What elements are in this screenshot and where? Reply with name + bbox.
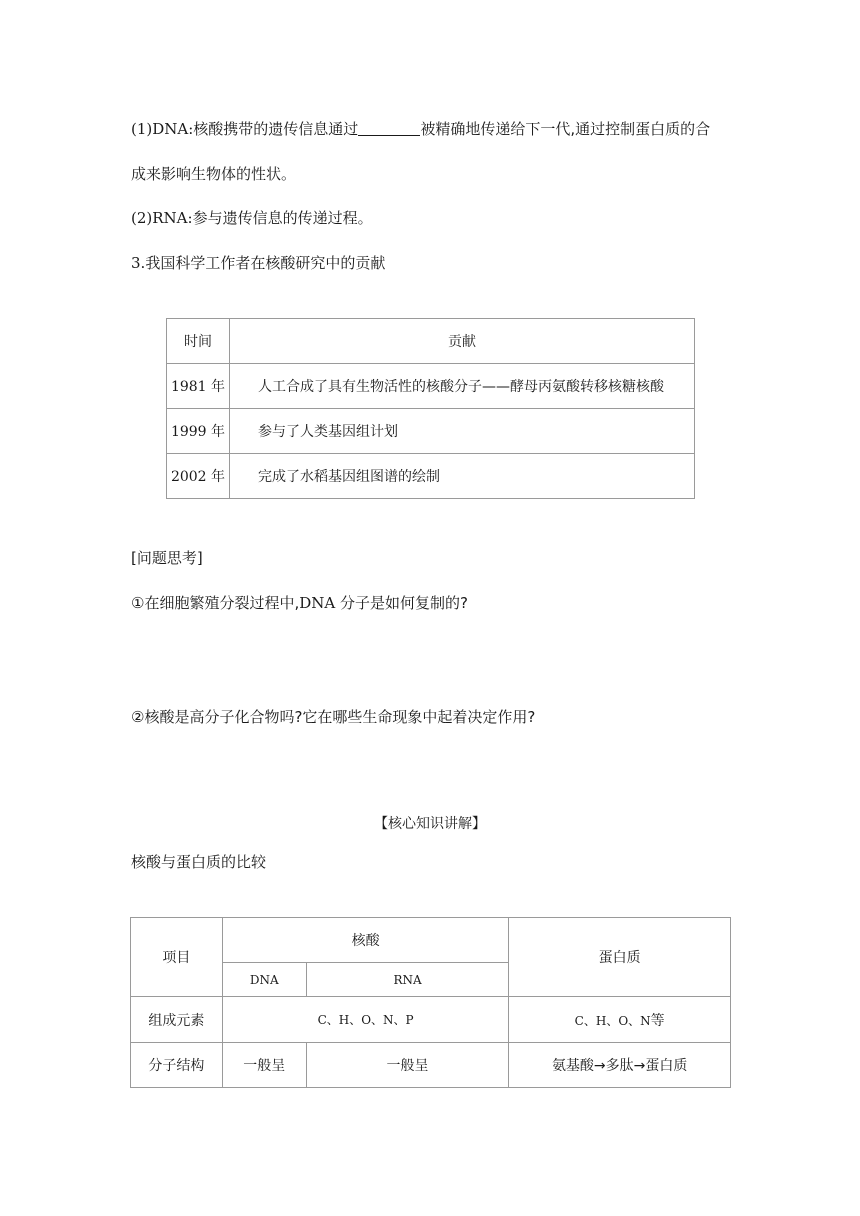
header-dna: DNA [222,963,306,997]
section3-title [131,253,385,273]
section3-text: 我国科学工作者在核酸研究中的贡献 [145,254,386,272]
table-row [167,454,695,499]
contribution-cell: 人工合成了具有生物活性的核酸分子——酵母丙氨酸转移核糖核酸 [230,364,695,409]
comparison-table [130,917,731,1088]
question-1: ①在细胞繁殖分裂过程中,DNA 分子是如何复制的? [131,594,468,612]
table-header-row [131,918,731,963]
protein-structure: 氨基酸→多肽→蛋白质 [509,1043,731,1088]
rna-structure: 一般呈 [306,1043,509,1088]
table-row [167,364,695,409]
section-heading: 【核心知识讲解】 [374,816,486,832]
table-row [131,1043,731,1088]
para1-line1 [131,119,710,139]
para1-rest: 被精确地传递给下一代,通过控制蛋白质的合 [420,120,711,138]
year-cell: 1981 年 [167,364,230,409]
year-cell: 2002 年 [167,454,230,499]
para1-prefix: (1)DNA: [131,120,194,138]
contribution-cell: 参与了人类基因组计划 [230,409,695,454]
row-label: 分子结构 [131,1043,223,1088]
header-rna: RNA [306,963,509,997]
header-contribution: 贡献 [230,319,695,364]
section3-number: 3. [131,254,146,272]
header-protein: 蛋白质 [509,918,731,997]
table-header-row [167,319,695,364]
row-label: 组成元素 [131,997,223,1043]
table-row [167,409,695,454]
protein-elements: C、H、O、N等 [509,997,731,1043]
year-cell: 1999 年 [167,409,230,454]
para2 [131,208,373,228]
header-time: 时间 [167,319,230,364]
para2-text: 参与遗传信息的传递过程。 [192,209,373,227]
fill-blank[interactable] [358,120,420,136]
questions-title: [问题思考] [131,549,203,567]
section-subtitle: 核酸与蛋白质的比较 [131,853,267,871]
para1-line2: 成来影响生物体的性状。 [131,165,297,183]
table-row [131,997,731,1043]
dna-structure: 一般呈 [222,1043,306,1088]
header-nucleic-acid: 核酸 [222,918,509,963]
contribution-cell: 完成了水稻基因组图谱的绘制 [230,454,695,499]
question-2: ②核酸是高分子化合物吗?它在哪些生命现象中起着决定作用? [131,708,536,726]
contribution-table [166,318,695,499]
para2-prefix: (2)RNA: [131,209,193,227]
header-item: 项目 [131,918,223,997]
para1-text: 核酸携带的遗传信息通过 [193,120,359,138]
nucleic-acid-elements: C、H、O、N、P [222,997,509,1043]
